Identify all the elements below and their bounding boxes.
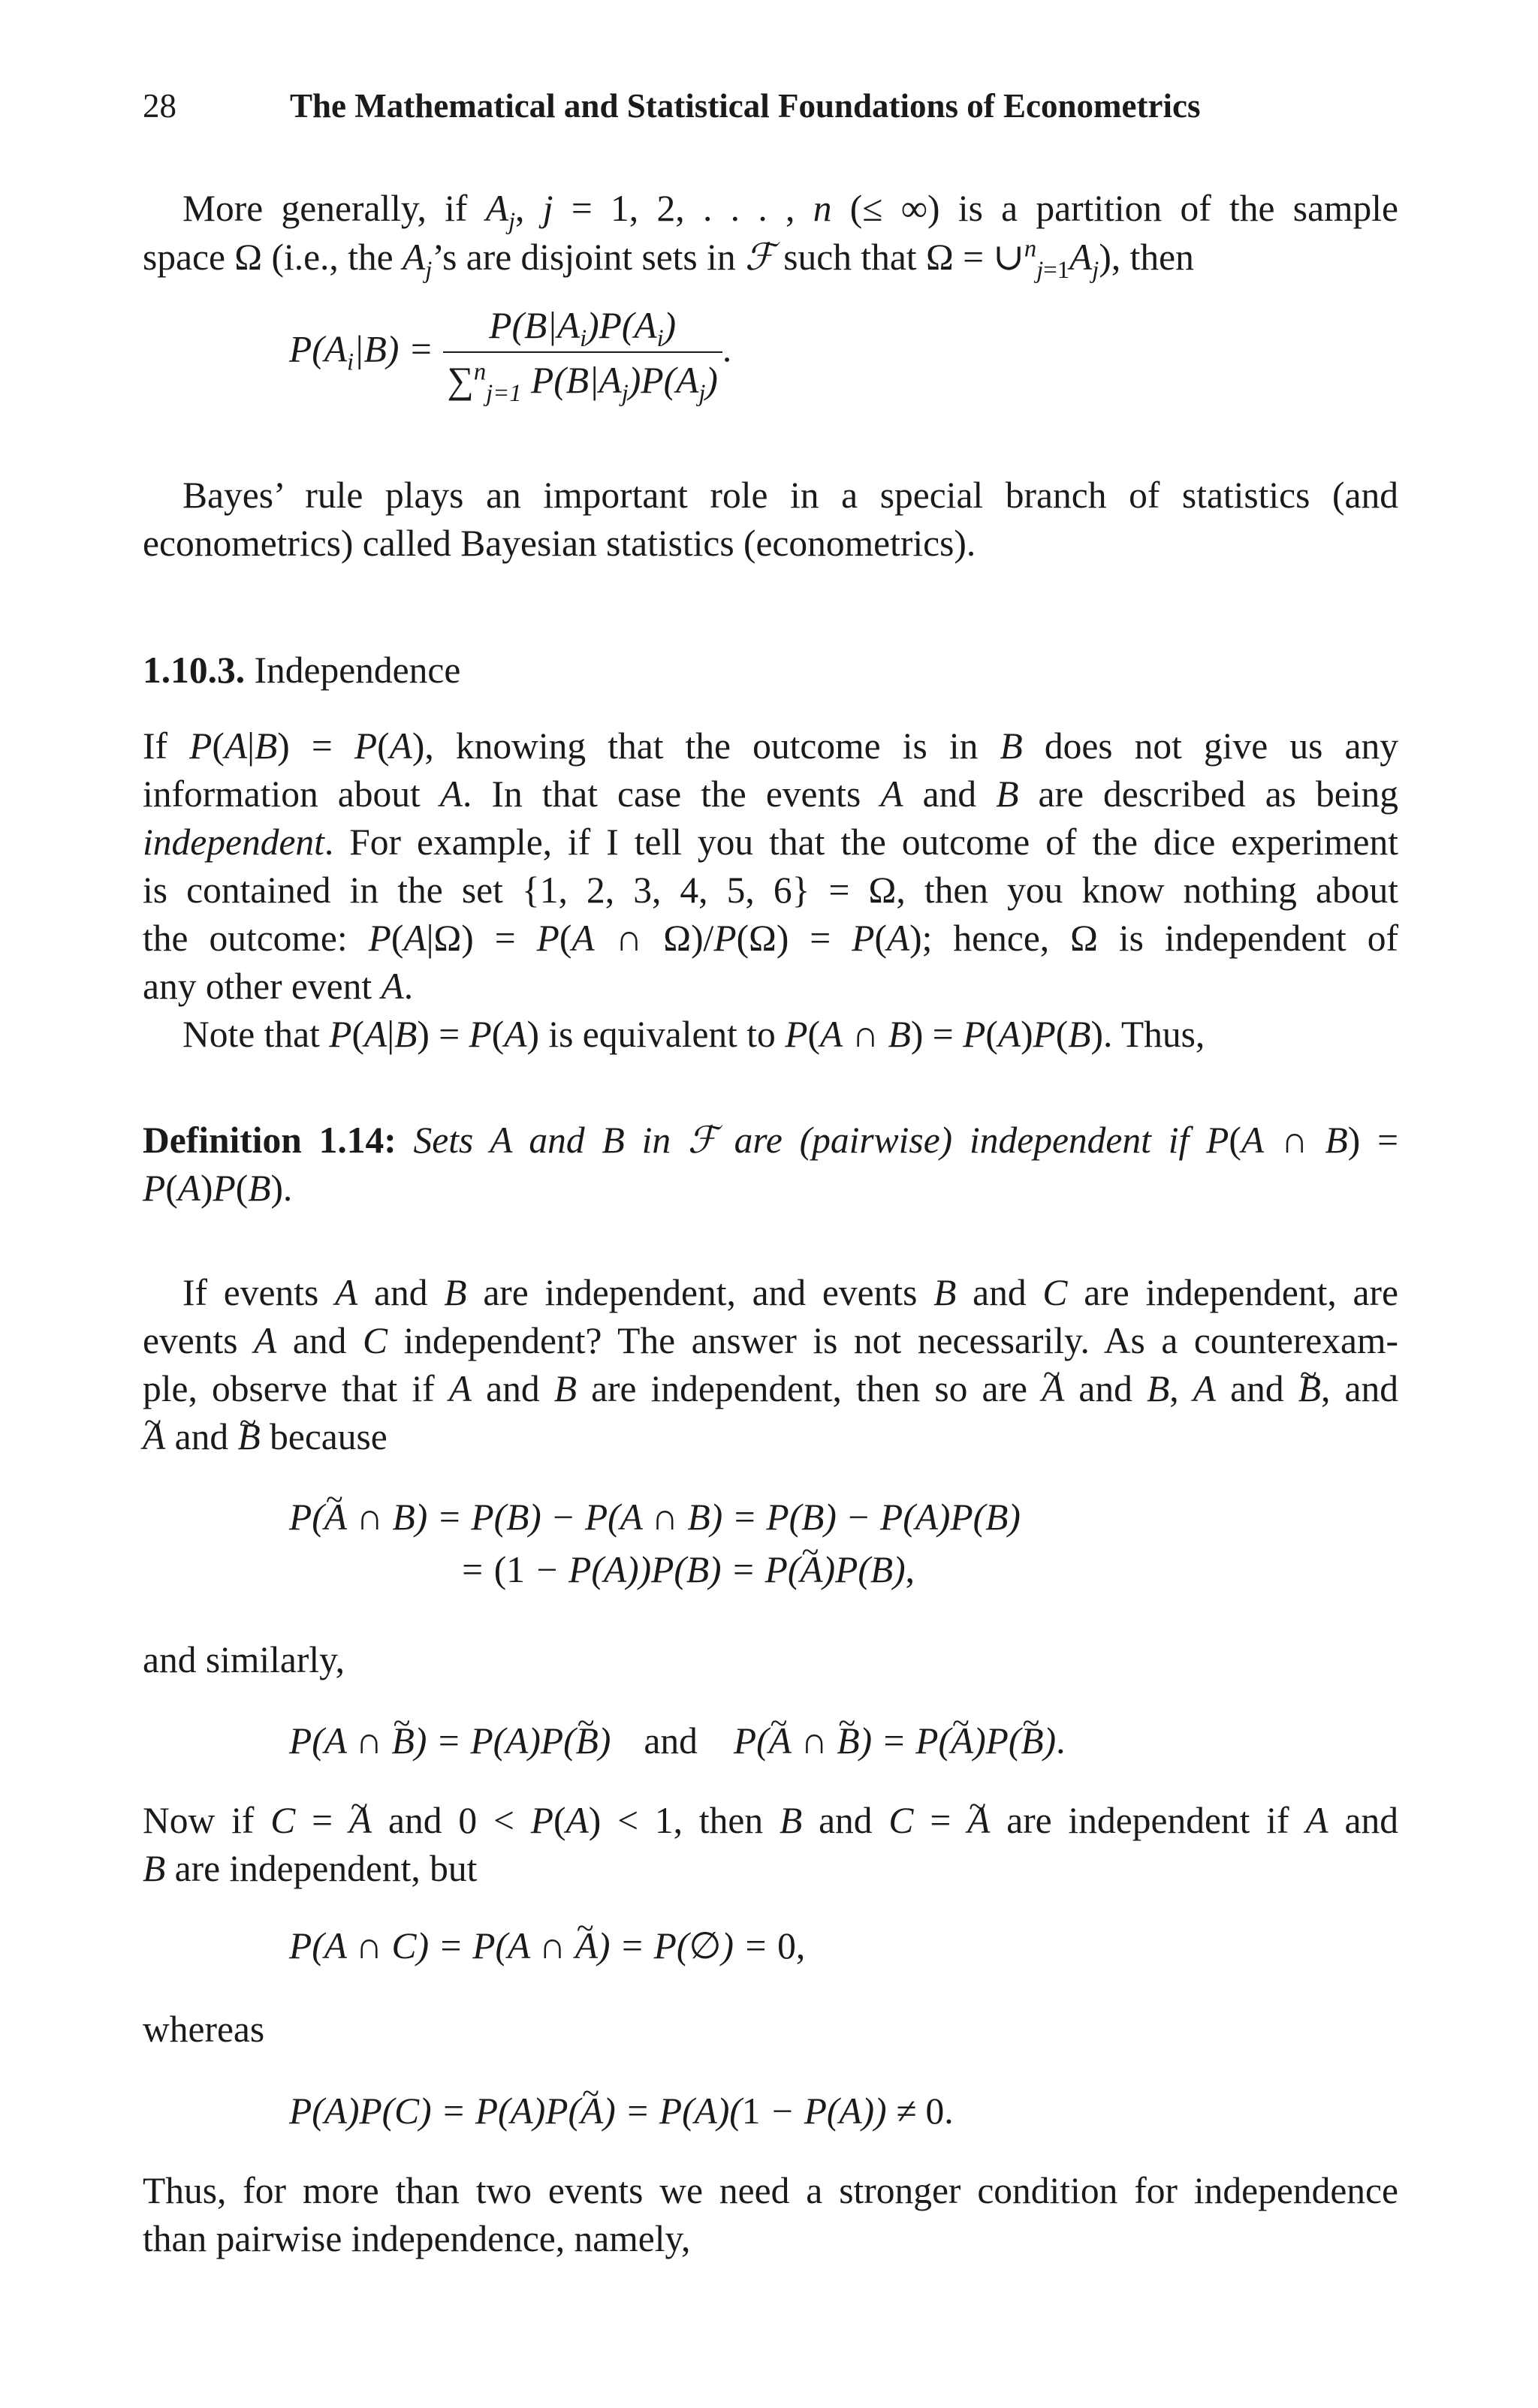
equation-empty-set: P(A ∩ C) = P(A ∩ ~ A) = P(∅) = 0, xyxy=(289,1924,805,1967)
paragraph-partition: More generally, if $A_j$, j = 1, 2, . . . , n (≤ ∞) is a partition of the sample space Ω (i.e., the $A_j’s$ are disjoint sets in ℱ such that $\Omega = \cup^n_{j=1}A_j$), then xyxy=(143,188,1399,284)
section-number: 1.10.3. xyxy=(143,649,246,691)
paragraph-counterexample: If events A and B are independent, and events B and C are independent, are events A and C independent? The answer is not necessarily. As a counterexam- ple, observe that if A and B are independent, then so are ~ A and B, A and ~ B, and ~ A and ~ B because xyxy=(143,1269,1398,1461)
equation-complement-1: P(~ A ∩ B) = P(B) − P(A ∩ B) = P(B) − P(A)P(B) xyxy=(289,1496,1021,1539)
bayes-formula: $P(A_i|B)$ = $\frac{P(B|A_i)P(A_i)}{\sum^n_{j=1} P(B|A_j)P(A_j)}$ . xyxy=(289,305,732,407)
running-title: The Mathematical and Statistical Foundations of Econometrics xyxy=(290,87,1201,125)
paragraph-stronger-condition: Thus, for more than two events we need a stronger condition for independence than pairwise independence, namely, xyxy=(143,2170,1398,2259)
paragraph-now-if: Now if C = ~ A and 0 < P(A) < 1, then B and C = ~ A are independent if A and B are independent, but xyxy=(143,1797,1398,1893)
page-number: 28 xyxy=(143,87,176,125)
section-title: Independence xyxy=(254,649,461,691)
equation-similarly: P(A ∩ ~ B) = P(A)P(~ B) and P(~ A ∩ ~ B) = P(~ A)P(~ B). xyxy=(289,1719,1066,1762)
equation-complement-2: = (1 − P(A))P(B) = P(~ A)P(B), xyxy=(460,1548,915,1591)
section-heading xyxy=(143,649,460,692)
equation-not-zero: P(A)P(C) = P(A)P(~ A) = P(A)(1 − P(A)) ≠ 0. xyxy=(289,2090,954,2132)
text-and-similarly: and similarly, xyxy=(143,1639,345,1680)
paragraph-bayes-rule: Bayes’ rule plays an important role in a special branch of statistics (and econometrics) called Bayesian statistics (econometrics). xyxy=(143,475,1398,564)
definition-label: Definition 1.14: xyxy=(143,1120,397,1161)
text-whereas: whereas xyxy=(143,2009,265,2050)
running-header xyxy=(143,86,1367,133)
definition-1-14: Definition 1.14: Sets A and B in ℱ are (pairwise) independent if P(A ∩ B) = P(A)P(B). xyxy=(143,1118,1399,1209)
paragraph-independence: If P(A|B) = P(A), knowing that the outcome is in B does not give us any information about A. In that case the events A and B are described as being independent. For example, if I tell you that the outcome of the dice experiment is contained in the set {1, 2, 3, 4, 5, 6} = Ω, then you know nothing about the outcome: P(A|Ω) = P(A ∩ Ω)/P(Ω) = P(A); hence, Ω is independent of any other event A. Note that P(A|B) = P(A) is equivalent to P(A ∩ B) = P(A)P(B). Thus, xyxy=(143,725,1398,1055)
